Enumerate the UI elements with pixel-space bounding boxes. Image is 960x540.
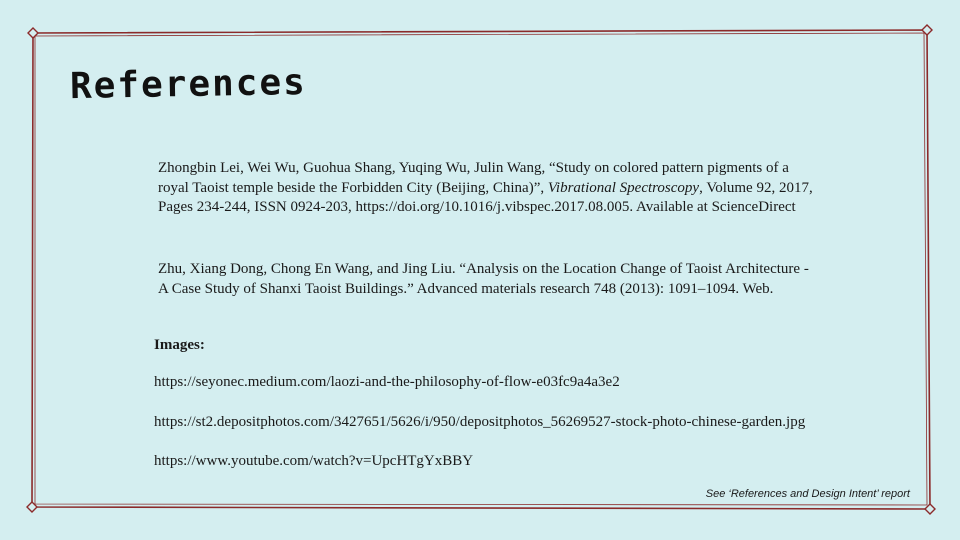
image-source-link: https://seyonec.medium.com/laozi-and-the-philosophy-of-flow-e03fc9a4a3e2 xyxy=(154,374,620,390)
images-heading: Images: xyxy=(154,337,205,353)
footnote: See ‘References and Design Intent’ report xyxy=(705,488,910,500)
reference-text: Zhongbin Lei, Wei Wu, Guohua Shang, Yuqing Wu, Julin Wang, “Study on colored pattern pigments of a royal Taoist temple beside the Forbidden City (Beijing, China)”, xyxy=(158,160,789,196)
page-title: References xyxy=(69,61,308,108)
reference-entry xyxy=(158,159,818,218)
reference-text: , Volume 92, 2017, Pages 234-244, ISSN 0924-203, https://doi.org/10.1016/j.vibspec.2017.08.005. Available at ScienceDirect xyxy=(158,179,813,215)
reference-entry: Zhu, Xiang Dong, Chong En Wang, and Jing Liu. “Analysis on the Location Change of Taoist Architecture - A Case Study of Shanxi Taoist Buildings.” Advanced materials research 748 (2013): 1091–1094. Web. xyxy=(158,261,809,297)
image-source-link: https://www.youtube.com/watch?v=UpcHTgYxBBY xyxy=(154,453,474,469)
journal-name: Vibrational Spectroscopy xyxy=(547,179,700,196)
image-source-link: https://st2.depositphotos.com/3427651/5626/i/950/depositphotos_56269527-stock-photo-chinese-garden.jpg xyxy=(154,414,806,430)
